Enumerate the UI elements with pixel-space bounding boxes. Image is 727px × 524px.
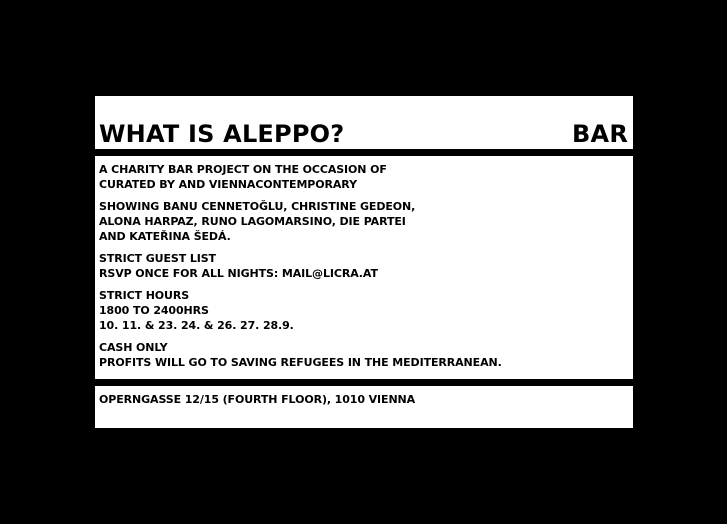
hours-time: 1800 TO 2400HRS	[99, 304, 209, 317]
hours-info	[99, 288, 629, 333]
payment-info	[99, 340, 629, 370]
address-line: OPERNGASSE 12/15 (FOURTH FLOOR), 1010 VIENNA	[99, 393, 416, 406]
address-panel	[95, 386, 633, 428]
guest-list-info	[99, 251, 629, 281]
curator-line: CURATED BY AND VIENNACONTEMPORARY	[99, 178, 357, 191]
artists-line: ALONA HARPAZ, RUNO LAGOMARSINO, DIE PARTEI	[99, 215, 406, 228]
venue-type-label: BAR	[572, 120, 628, 148]
hours-heading: STRICT HOURS	[99, 289, 190, 302]
artists-line: SHOWING BANU CENNETOĞLU, CHRISTINE GEDEON,	[99, 200, 416, 213]
info-panel	[95, 156, 633, 379]
hours-dates: 10. 11. & 23. 24. & 26. 27. 28.9.	[99, 319, 294, 332]
project-description	[99, 162, 629, 192]
project-line: A CHARITY BAR PROJECT ON THE OCCASION OF	[99, 163, 387, 176]
page-title: WHAT IS ALEPPO?	[99, 120, 345, 148]
artists-list	[99, 199, 629, 244]
title-panel	[95, 96, 633, 149]
cash-heading: CASH ONLY	[99, 341, 168, 354]
profits-line: PROFITS WILL GO TO SAVING REFUGEES IN THE MEDITERRANEAN.	[99, 356, 502, 369]
artists-line: AND KATEŘINA ŠEDÁ.	[99, 230, 231, 243]
guest-list-heading: STRICT GUEST LIST	[99, 252, 216, 265]
rsvp-line: RSVP ONCE FOR ALL NIGHTS: MAIL@LICRA.AT	[99, 267, 378, 280]
